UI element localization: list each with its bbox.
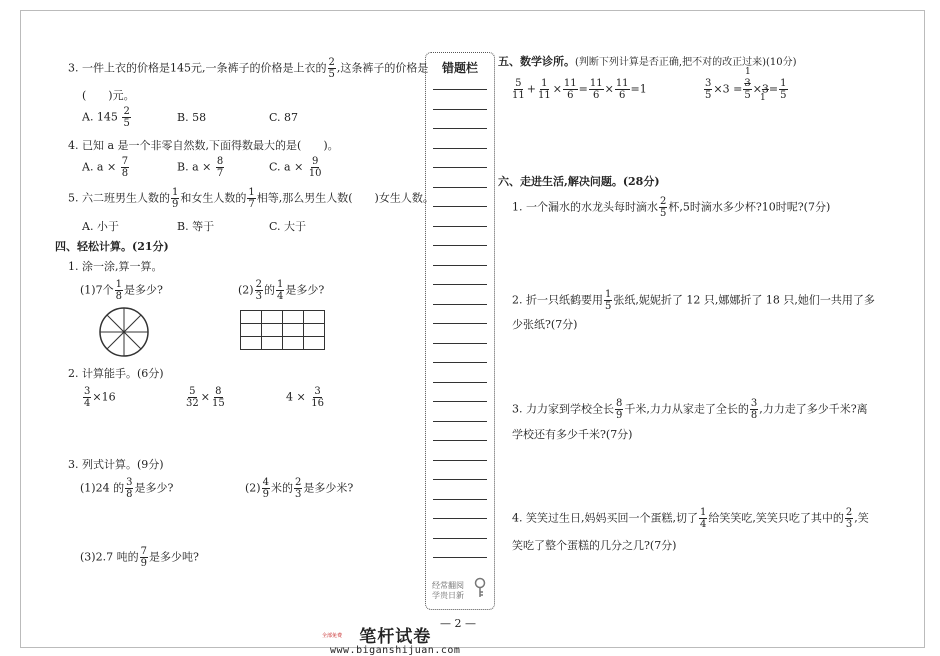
sidebar-writing-line (433, 382, 487, 383)
mistake-sidebar (425, 52, 495, 610)
question-5-option-b: B. 等于 (177, 220, 215, 233)
sidebar-writing-line (433, 479, 487, 480)
calc-1: $\frac{3}{4}$ ×16 (84, 386, 116, 409)
sidebar-writing-line (433, 148, 487, 149)
question-3-option-c: C. 87 (269, 111, 299, 124)
section-5-title: 五、数学诊所。(判断下列计算是否正确,把不对的改正过来)(10分) (498, 55, 797, 68)
section-4-part-2: 2. 计算能手。(6分) (68, 367, 164, 380)
rectangle-grid (240, 310, 325, 350)
sidebar-writing-line (433, 499, 487, 500)
page-number: — 2 — (440, 617, 476, 630)
problem-2-line-2: 少张纸?(7分) (512, 318, 578, 331)
sidebar-writing-line (433, 109, 487, 110)
key-icon (472, 577, 488, 599)
problem-4: 4. 笑笑过生日,妈妈买回一个蛋糕,切了 $\frac{1}{4}$ 给笑笑吃,笑笑只吃了其中的 $\frac{2}{3}$ ,笑 (512, 507, 869, 530)
question-3-option-b: B. 58 (177, 111, 207, 124)
problem-4-line-2: 笑吃了整个蛋糕的几分之几?(7分) (512, 539, 677, 552)
sidebar-writing-line (433, 460, 487, 461)
sidebar-writing-line (433, 557, 487, 558)
sidebar-writing-line (433, 245, 487, 246)
sidebar-writing-line (433, 226, 487, 227)
sidebar-writing-line (433, 401, 487, 402)
question-3-blank: ( )元。 (82, 89, 135, 102)
cancel-mark-top: 1 (745, 67, 751, 77)
calc-2: $\frac{5}{32}$ × $\frac{8}{15}$ (186, 386, 225, 409)
sidebar-writing-line (433, 538, 487, 539)
problem-3-line-2: 学校还有多少千米?(7分) (512, 428, 633, 441)
question-4-option-a: A. a × $\frac{7}{8}$ (82, 156, 129, 179)
question-5: 5. 六二班男生人数的 $\frac{1}{9}$ 和女生人数的 $\frac{1}{7}$ 相等,那么男生人数( )女生人数。 (68, 187, 434, 210)
question-5-option-a: A. 小于 (82, 220, 119, 233)
problem-2: 2. 折一只纸鹤要用 $\frac{1}{5}$ 张纸,妮妮折了 12 只,娜娜折了 18 只,她们一共用了多 (512, 289, 875, 312)
section-4-part-3a: (1)24 的 $\frac{3}{8}$ 是多少? (80, 477, 174, 500)
question-4: 4. 已知 a 是一个非零自然数,下面得数最大的是( )。 (68, 139, 339, 152)
brand-watermark: 全部免费 笔杆试卷 www.biganshijuan.com (322, 627, 461, 656)
sidebar-writing-line (433, 89, 487, 90)
sidebar-writing-line (433, 304, 487, 305)
sidebar-writing-line (433, 187, 487, 188)
circle-diagram (98, 306, 150, 358)
diagnosis-equation-2: $\frac{3}{5}$ ×3 = $\frac{3}{5}$ ×3= $\frac{1}{5}$ (705, 78, 787, 101)
sidebar-title: 错题栏 (441, 61, 478, 75)
sidebar-writing-line (433, 167, 487, 168)
sidebar-footer: 经常翻阅 学贵日新 (432, 581, 464, 600)
sidebar-writing-line (433, 128, 487, 129)
section-4-part-1b: (2) $\frac{2}{3}$ 的 $\frac{1}{4}$ 是多少? (238, 279, 325, 302)
sidebar-writing-line (433, 518, 487, 519)
section-4-part-3c: (3)2.7 吨的 $\frac{7}{9}$ 是多少吨? (80, 546, 199, 569)
question-3-option-a: A. 145 $\frac{2}{5}$ (82, 106, 130, 129)
question-3: 3. 一件上衣的价格是145元,一条裤子的价格是上衣的 $\frac{2}{5}$ ,这条裤子的价格是 (68, 57, 429, 80)
problem-3: 3. 力力家到学校全长 $\frac{8}{9}$ 千米,力力从家走了全长的 $\frac{3}{8}$ ,力力走了多少千米?离 (512, 398, 868, 421)
sidebar-writing-line (433, 421, 487, 422)
question-4-option-b: B. a × $\frac{8}{7}$ (177, 156, 224, 179)
section-4-part-3b: (2) $\frac{4}{9}$ 米的 $\frac{2}{3}$ 是多少米? (245, 477, 354, 500)
section-4-title: 四、轻松计算。(21分) (55, 240, 169, 253)
problem-1: 1. 一个漏水的水龙头每时滴水 $\frac{2}{5}$ 杯,5时滴水多少杯?10时呢?(7分) (512, 196, 831, 219)
section-4-part-1a: (1)7个 $\frac{1}{8}$ 是多少? (80, 279, 163, 302)
sidebar-writing-line (433, 284, 487, 285)
cancel-mark-bottom: 1 (760, 93, 766, 103)
question-4-option-c: C. a × $\frac{9}{10}$ (269, 156, 322, 179)
section-4-part-3: 3. 列式计算。(9分) (68, 458, 164, 471)
diagnosis-equation-1: $\frac{5}{11}$ + $\frac{1}{11}$ × $\frac{11}{6}$ = $\frac{11}{6}$ × $\frac{11}{6}$ =1 (512, 78, 647, 101)
calc-3: 4 × $\frac{3}{16}$ (286, 386, 324, 409)
sidebar-writing-line (433, 362, 487, 363)
sidebar-writing-line (433, 343, 487, 344)
sidebar-writing-line (433, 265, 487, 266)
sidebar-writing-line (433, 323, 487, 324)
section-6-title: 六、走进生活,解决问题。(28分) (498, 175, 660, 188)
section-4-part-1: 1. 涂一涂,算一算。 (68, 260, 163, 273)
sidebar-writing-line (433, 440, 487, 441)
sidebar-writing-line (433, 206, 487, 207)
question-5-option-c: C. 大于 (269, 220, 307, 233)
